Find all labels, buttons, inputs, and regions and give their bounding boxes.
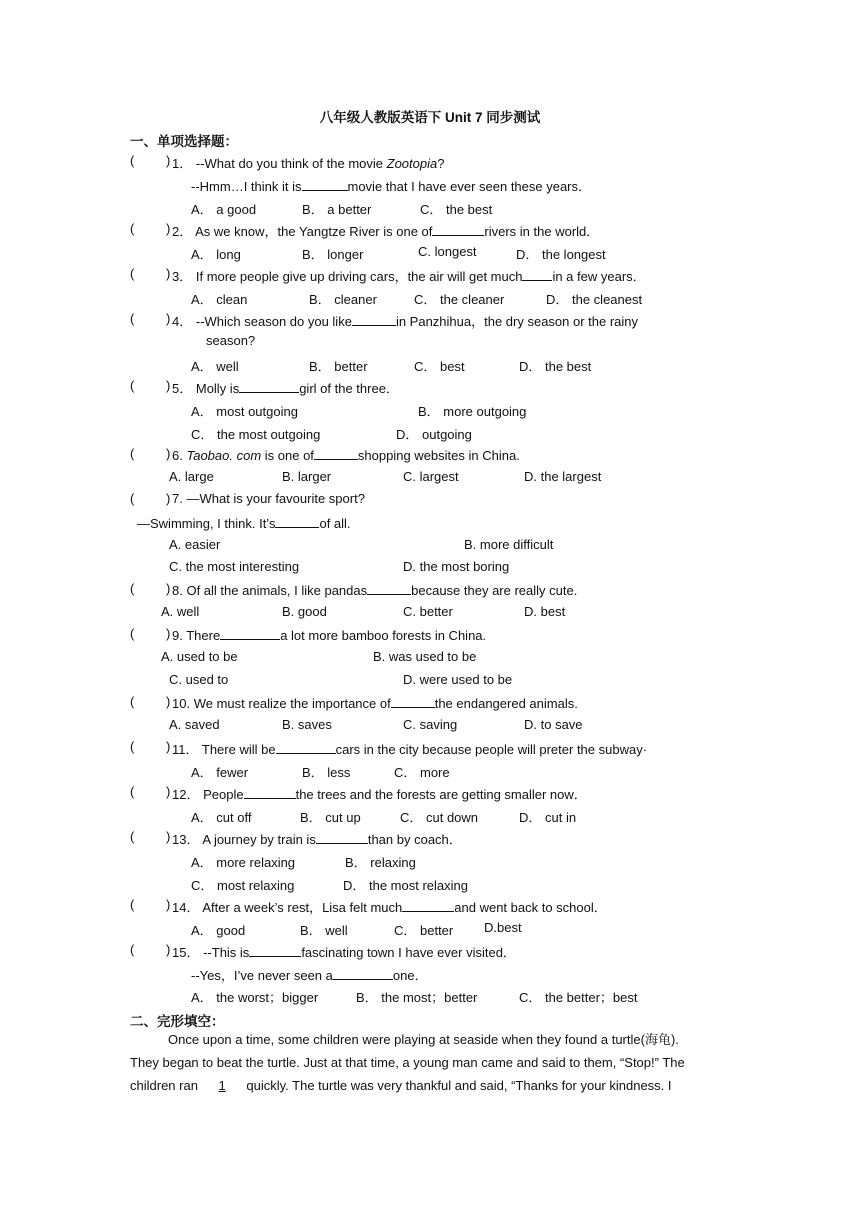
answer-blank[interactable] <box>333 966 393 980</box>
question-text-end: and went back to school． <box>454 900 607 915</box>
option-a[interactable]: A. large <box>169 469 214 484</box>
question-text: There will be <box>201 742 276 757</box>
question-paren-close: ) <box>166 446 171 461</box>
option-a[interactable]: A. used to be <box>161 649 238 664</box>
answer-paren-open: ( <box>130 491 135 506</box>
option-c[interactable]: C. largest <box>403 469 459 484</box>
question-paren-close: ) <box>166 221 171 236</box>
option-b[interactable]: B． relaxing <box>345 855 416 870</box>
question-number: 12． <box>172 787 200 802</box>
question-text-end: cars in the city because people will preter the subway· <box>335 742 648 757</box>
question-paren-close: ) <box>166 581 171 596</box>
question-paren-close: ) <box>166 266 171 281</box>
question-text: Of all the animals, I like pandas <box>186 583 368 598</box>
question-paren-close: ) <box>166 626 171 641</box>
option-c[interactable]: C. saving <box>403 717 458 732</box>
answer-paren-open: ( <box>130 784 135 799</box>
question-text-continued: season? <box>206 333 256 348</box>
question-paren-close: ) <box>166 739 171 754</box>
question-number: 8. <box>172 583 183 598</box>
question-text: --This is <box>203 945 250 960</box>
question-text-end: because they are really cute. <box>411 583 578 598</box>
question-number: 15． <box>172 945 200 960</box>
option-d[interactable]: D． the longest <box>516 247 606 262</box>
question-text-end: rivers in the world． <box>484 224 600 239</box>
question-text-end: the endangered animals. <box>434 696 578 711</box>
answer-line: —Swimming, I think. It’s <box>137 516 276 531</box>
question-text: --Hmm…I think it is <box>191 179 302 194</box>
answer-blank[interactable] <box>276 740 336 754</box>
option-c[interactable]: C. better <box>403 604 453 619</box>
question-number: 4． <box>172 314 193 329</box>
option-b[interactable]: B． well <box>300 923 348 938</box>
option-b[interactable]: B． less <box>302 765 351 780</box>
answer-paren-open: ( <box>130 581 135 596</box>
website-name: Taobao. com <box>186 448 262 463</box>
option-a[interactable]: A. well <box>161 604 200 619</box>
answer-paren-open: ( <box>130 446 135 461</box>
question-text: --What do you think of the movie <box>195 156 387 171</box>
option-a[interactable]: A． fewer <box>191 765 249 780</box>
option-c[interactable]: C． the most outgoing <box>191 427 321 442</box>
question-text-end: shopping websites in China. <box>357 448 520 463</box>
question-text-end: than by coach． <box>367 832 462 847</box>
passage-line: They began to beat the turtle. Just at that time, a young man came and said to them, “Stop!” The <box>130 1055 685 1070</box>
cloze-blank-1[interactable]: 1 <box>218 1078 226 1093</box>
question-paren-close: ) <box>166 694 171 709</box>
question-number: 7. <box>172 491 183 506</box>
answer-paren-open: ( <box>130 378 135 393</box>
answer-blank[interactable] <box>367 581 411 595</box>
option-d[interactable]: D. best <box>524 604 566 619</box>
question-text-end: in a few years． <box>552 269 646 284</box>
question-text: If more people give up driving cars，the air will get much <box>195 269 523 284</box>
answer-paren-open: ( <box>130 266 135 281</box>
option-a[interactable]: A． most outgoing <box>191 404 298 419</box>
option-a[interactable]: A． long <box>191 247 241 262</box>
option-a[interactable]: A． cut off <box>191 810 252 825</box>
section-heading-choice: 一、单项选择题： <box>130 134 238 149</box>
option-d[interactable]: D． the best <box>519 359 592 374</box>
option-b[interactable]: B． more outgoing <box>418 404 527 419</box>
question-text: A journey by train is <box>202 832 316 847</box>
question-paren-close: ) <box>166 829 171 844</box>
option-b[interactable]: B． longer <box>302 247 364 262</box>
question-paren-close: ) <box>166 378 171 393</box>
option-a[interactable]: A． clean <box>191 292 248 307</box>
option-a[interactable]: A． well <box>191 359 239 374</box>
question-text: People <box>203 787 244 802</box>
question-text: As we know，the Yangtze River is one of <box>195 224 433 239</box>
answer-blank[interactable] <box>275 514 319 528</box>
answer-paren-open: ( <box>130 829 135 844</box>
option-c[interactable]: C． best <box>414 359 465 374</box>
option-d[interactable]: D． outgoing <box>396 427 472 442</box>
passage-text: quickly. The turtle was very thankful and said, “Thanks for your kindness. I <box>246 1078 672 1093</box>
option-c[interactable]: C． most relaxing <box>191 878 295 893</box>
option-a[interactable]: A． good <box>191 923 246 938</box>
option-d[interactable]: D.best <box>484 920 522 935</box>
option-d[interactable]: D. were used to be <box>403 672 513 687</box>
answer-blank[interactable] <box>522 267 552 281</box>
question-text: After a week’s rest，Lisa felt much <box>202 900 403 915</box>
question-text-end: a lot more bamboo forests in China. <box>280 628 487 643</box>
option-d[interactable]: D． the cleanest <box>546 292 643 307</box>
movie-title: Zootopia <box>386 156 438 171</box>
answer-blank[interactable] <box>220 626 280 640</box>
answer-blank[interactable] <box>316 830 368 844</box>
answer-paren-open: ( <box>130 311 135 326</box>
question-number: 3． <box>172 269 193 284</box>
option-d[interactable]: D. the largest <box>524 469 602 484</box>
answer-blank[interactable] <box>391 694 435 708</box>
answer-blank[interactable] <box>302 177 348 191</box>
question-text: There <box>186 628 221 643</box>
option-c[interactable]: C． the cleaner <box>414 292 505 307</box>
answer-blank[interactable] <box>432 222 484 236</box>
option-c[interactable]: C． the better；best <box>519 990 638 1005</box>
question-number: 5． <box>172 381 193 396</box>
option-d[interactable]: D． the most relaxing <box>343 878 468 893</box>
answer-blank[interactable] <box>352 312 396 326</box>
answer-line-end: one． <box>392 968 428 983</box>
answer-paren-open: ( <box>130 626 135 641</box>
question-text-end: the trees and the forests are getting smaller now． <box>295 787 587 802</box>
option-b[interactable]: B． cut up <box>300 810 361 825</box>
question-text: Molly is <box>195 381 240 396</box>
option-a[interactable]: A． more relaxing <box>191 855 296 870</box>
question-text-end: fascinating town I have ever visited． <box>301 945 516 960</box>
option-a[interactable]: A． a good <box>191 202 257 217</box>
answer-blank[interactable] <box>244 785 296 799</box>
question-paren-close: ) <box>166 311 171 326</box>
option-a[interactable]: A． the worst；bigger <box>191 990 319 1005</box>
answer-paren-open: ( <box>130 694 135 709</box>
question-number: 6. <box>172 448 183 463</box>
passage-line: Once upon a time, some children were playing at seaside when they found a turtle(海龟). <box>168 1032 679 1047</box>
answer-blank[interactable] <box>239 379 299 393</box>
question-text-end: in Panzhihua，the dry season or the rainy <box>395 314 639 329</box>
question-text-end: girl of the three． <box>299 381 399 396</box>
option-c[interactable]: C． more <box>394 765 450 780</box>
option-b[interactable]: B. was used to be <box>373 649 477 664</box>
option-b[interactable]: B． cleaner <box>309 292 377 307</box>
option-d[interactable]: D. to save <box>524 717 583 732</box>
question-number: 14． <box>172 900 200 915</box>
answer-paren-open: ( <box>130 897 135 912</box>
passage-text: children ran <box>130 1078 198 1093</box>
question-text: --Which season do you like <box>195 314 352 329</box>
question-number: 10. <box>172 696 191 711</box>
option-b[interactable]: B． a better <box>302 202 372 217</box>
answer-line-end: of all. <box>319 516 351 531</box>
question-number: 1． <box>172 156 193 171</box>
question-paren-close: ) <box>166 942 171 957</box>
section-heading-cloze: 二、完形填空： <box>130 1014 225 1029</box>
answer-paren-open: ( <box>130 739 135 754</box>
answer-blank[interactable] <box>402 898 454 912</box>
question-paren-close: ) <box>166 491 171 506</box>
answer-blank[interactable] <box>314 446 358 460</box>
option-b[interactable]: B. good <box>282 604 327 619</box>
question-number: 2． <box>172 224 193 239</box>
question-text: —What is your favourite sport? <box>186 491 365 506</box>
option-b[interactable]: B. larger <box>282 469 332 484</box>
option-c[interactable]: C. used to <box>169 672 229 687</box>
question-paren-close: ) <box>166 153 171 168</box>
option-c[interactable]: C． the best <box>420 202 493 217</box>
question-paren-close: ) <box>166 784 171 799</box>
option-b[interactable]: B． the most；better <box>356 990 478 1005</box>
option-b[interactable]: B. saves <box>282 717 332 732</box>
answer-blank[interactable] <box>249 943 301 957</box>
answer-paren-open: ( <box>130 153 135 168</box>
question-text: We must realize the importance of <box>193 696 391 711</box>
option-c[interactable]: C. longest <box>418 244 477 259</box>
answer-line: --Yes，I’ve never seen a <box>191 968 333 983</box>
page-title: 八年级人教版英语下 Unit 7 同步测试 <box>319 110 541 125</box>
question-number: 13． <box>172 832 200 847</box>
question-number: 9. <box>172 628 183 643</box>
option-c[interactable]: C． better <box>394 923 454 938</box>
option-b[interactable]: B． better <box>309 359 368 374</box>
option-a[interactable]: A. easier <box>169 537 221 552</box>
question-text-end: ? <box>437 156 445 171</box>
option-c[interactable]: C. the most interesting <box>169 559 300 574</box>
answer-paren-open: ( <box>130 942 135 957</box>
option-b[interactable]: B. more difficult <box>464 537 554 552</box>
question-paren-close: ) <box>166 897 171 912</box>
question-text-end: movie that I have ever seen these years． <box>347 179 592 194</box>
option-d[interactable]: D. the most boring <box>403 559 510 574</box>
option-d[interactable]: D． cut in <box>519 810 577 825</box>
question-text: is one of <box>261 448 314 463</box>
question-number: 11． <box>172 742 199 757</box>
option-a[interactable]: A. saved <box>169 717 220 732</box>
option-c[interactable]: C． cut down <box>400 810 479 825</box>
answer-paren-open: ( <box>130 221 135 236</box>
passage-line <box>130 1075 734 1098</box>
